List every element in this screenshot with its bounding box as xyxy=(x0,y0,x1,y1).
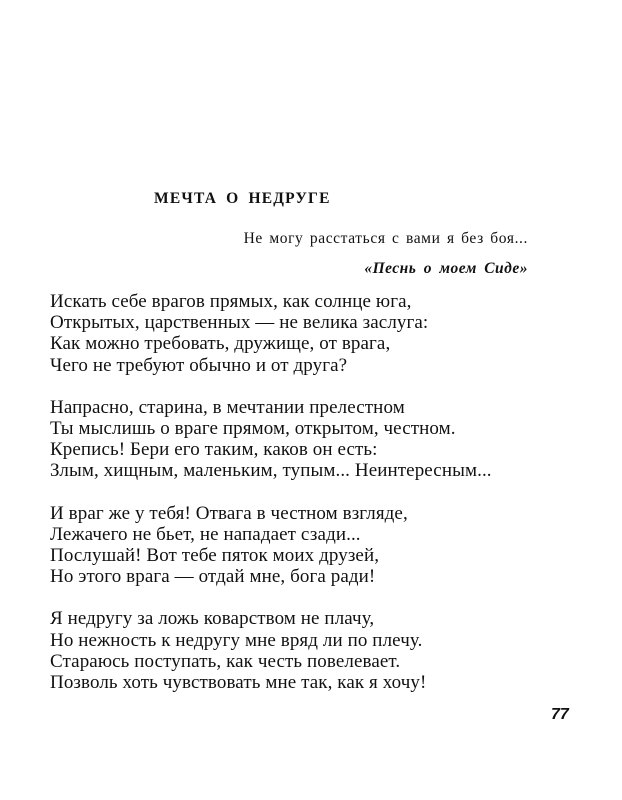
epigraph-attribution: «Песнь о моем Сиде» xyxy=(364,260,528,277)
verse-line: Позволь хоть чувствовать мне так, как я хочу! xyxy=(50,672,427,694)
verse-line: Лежачего не бьет, не нападает сзади... xyxy=(50,523,361,545)
poem-body xyxy=(50,291,570,714)
verse-line: Чего не требуют обычно и от друга? xyxy=(50,354,348,376)
verse-line: Стараюсь поступать, как честь повелевает. xyxy=(50,650,401,672)
verse-line: Я недругу за ложь коварством не плачу, xyxy=(50,608,375,630)
verse-line: Открытых, царственных — не велика заслуга: xyxy=(50,312,429,334)
stanza-4 xyxy=(50,608,570,693)
verse-line: Как можно требовать, дружище, от врага, xyxy=(50,333,391,355)
verse-line: Но этого врага — отдай мне, бога ради! xyxy=(50,566,376,588)
verse-line: И враг же у тебя! Отвага в честном взгляде, xyxy=(50,502,408,524)
stanza-1 xyxy=(50,291,570,376)
verse-line: Послушай! Вот тебе пяток моих друзей, xyxy=(50,545,380,567)
verse-line: Искать себе врагов прямых, как солнце юга, xyxy=(50,291,412,312)
verse-line: Напрасно, старина, в мечтании прелестном xyxy=(50,396,405,418)
epigraph-text: Не могу расстаться с вами я без боя... xyxy=(243,230,528,247)
verse-line: Крепись! Бери его таким, каков он есть: xyxy=(50,439,378,461)
verse-line: Ты мыслишь о враге прямом, открытом, честном. xyxy=(50,418,456,440)
page-number: 77 xyxy=(551,706,569,723)
stanza-3 xyxy=(50,503,570,588)
verse-line: Но нежность к недругу мне вряд ли по плечу. xyxy=(50,629,423,651)
verse-line: Злым, хищным, маленьким, тупым... Неинтересным... xyxy=(50,460,492,482)
poem-title: МЕЧТА О НЕДРУГЕ xyxy=(154,190,331,207)
stanza-2 xyxy=(50,397,570,482)
